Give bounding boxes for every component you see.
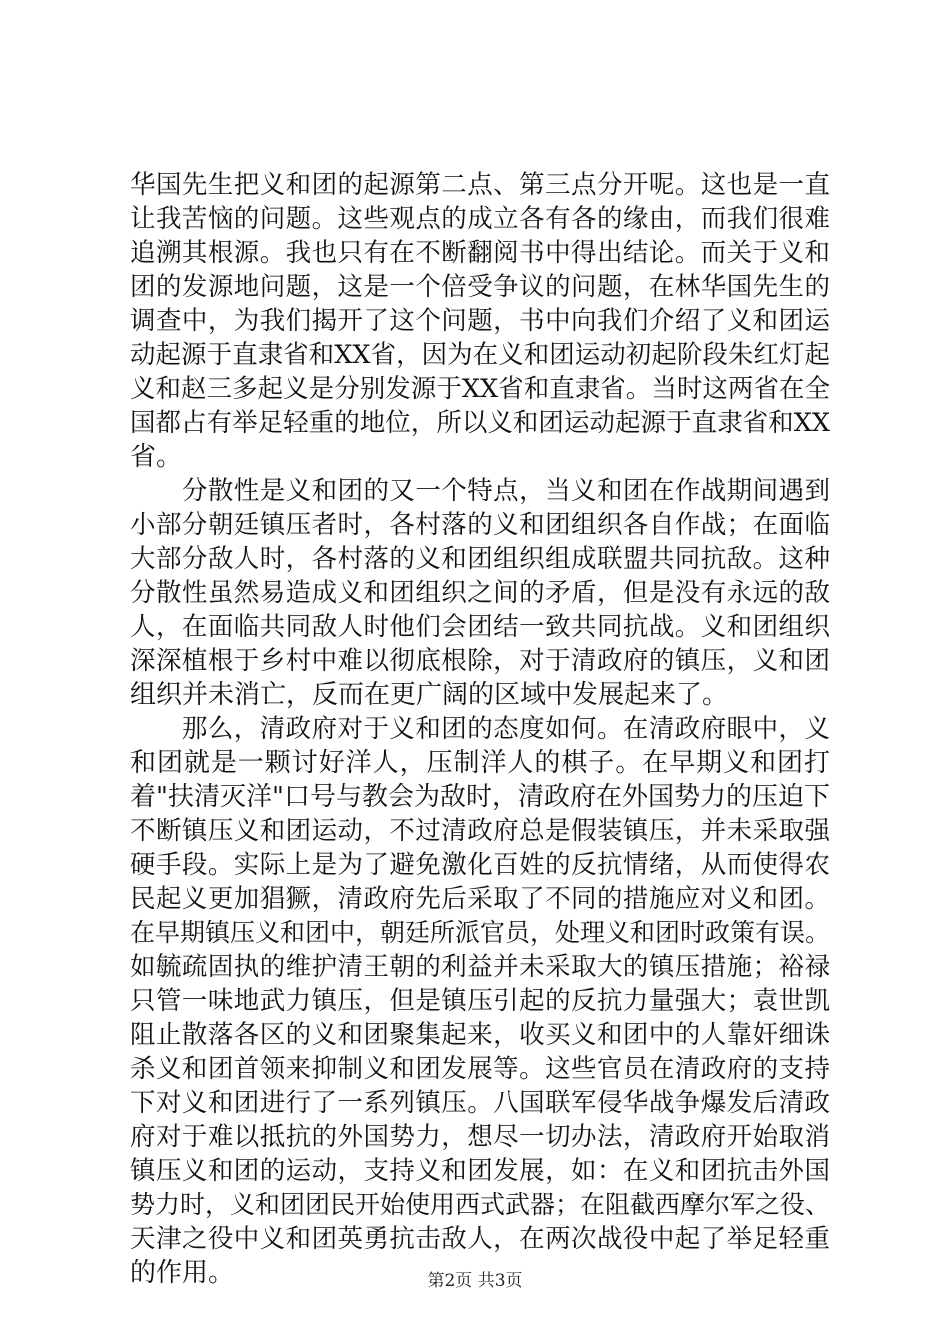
text-line: 小部分朝廷镇压者时，各村落的义和团组织各自作战；在面临	[130, 510, 830, 540]
text-line: 那么，清政府对于义和团的态度如何。在清政府眼中，义	[130, 714, 830, 744]
text-line: 华国先生把义和团的起源第二点、第三点分开呢。这也是一直	[130, 170, 830, 200]
text-line: 团的发源地问题，这是一个倍受争议的问题，在林华国先生的	[130, 272, 830, 302]
body-text	[130, 168, 830, 1290]
text-line: 调查中，为我们揭开了这个问题，书中向我们介绍了义和团运	[130, 306, 830, 336]
text-line: 硬手段。实际上是为了避免激化百姓的反抗情绪，从而使得农	[130, 850, 830, 880]
text-line: 深深植根于乡村中难以彻底根除，对于清政府的镇压，义和团	[130, 646, 830, 676]
text-line: 分散性虽然易造成义和团组织之间的矛盾，但是没有永远的敌	[130, 578, 830, 608]
text-line: 和团就是一颗讨好洋人，压制洋人的棋子。在早期义和团打	[130, 748, 830, 778]
text-line: 如毓疏固执的维护清王朝的利益并未采取大的镇压措施；裕禄	[130, 952, 830, 982]
text-line: 分散性是义和团的又一个特点，当义和团在作战期间遇到	[130, 476, 830, 506]
text-line: 下对义和团进行了一系列镇压。八国联军侵华战争爆发后清政	[130, 1088, 830, 1118]
text-line: 在早期镇压义和团中，朝廷所派官员，处理义和团时政策有误。	[130, 918, 831, 947]
text-line: 势力时，义和团团民开始使用西式武器；在阻截西摩尔军之役、	[130, 1190, 831, 1219]
text-line: 动起源于直隶省和XX省，因为在义和团运动初起阶段朱红灯起	[130, 340, 830, 370]
text-line: 不断镇压义和团运动，不过清政府总是假装镇压，并未采取强	[130, 816, 830, 846]
text-line: 的作用。	[130, 1258, 235, 1288]
text-line: 组织并未消亡，反而在更广阔的区域中发展起来了。	[130, 680, 729, 710]
text-line: 省。	[130, 442, 183, 472]
text-line: 镇压义和团的运动，支持义和团发展，如：在义和团抗击外国	[130, 1156, 830, 1186]
text-line: 阻止散落各区的义和团聚集起来，收买义和团中的人靠奸细诛	[130, 1020, 830, 1050]
text-line: 追溯其根源。我也只有在不断翻阅书中得出结论。而关于义和	[130, 238, 830, 268]
text-line: 杀义和团首领来抑制义和团发展等。这些官员在清政府的支持	[130, 1054, 830, 1084]
text-line: 着"扶清灭洋"口号与教会为敌时，清政府在外国势力的压迫下	[130, 782, 830, 812]
page-number-footer: 第2页 共3页	[427, 1271, 523, 1291]
text-line: 天津之役中义和团英勇抗击敌人，在两次战役中起了举足轻重	[130, 1224, 830, 1254]
text-line: 义和赵三多起义是分别发源于XX省和直隶省。当时这两省在全	[130, 374, 830, 404]
text-line: 大部分敌人时，各村落的义和团组织组成联盟共同抗敌。这种	[130, 544, 830, 574]
text-line: 让我苦恼的问题。这些观点的成立各有各的缘由，而我们很难	[130, 204, 830, 234]
text-line: 民起义更加猖獗，清政府先后采取了不同的措施应对义和团。	[130, 884, 830, 914]
text-line: 国都占有举足轻重的地位，所以义和团运动起源于直隶省和XX	[130, 408, 830, 438]
text-line: 只管一味地武力镇压，但是镇压引起的反抗力量强大；袁世凯	[130, 986, 830, 1016]
text-line: 人，在面临共同敌人时他们会团结一致共同抗战。义和团组织	[130, 612, 830, 642]
text-line: 府对于难以抵抗的外国势力，想尽一切办法，清政府开始取消	[130, 1122, 830, 1152]
